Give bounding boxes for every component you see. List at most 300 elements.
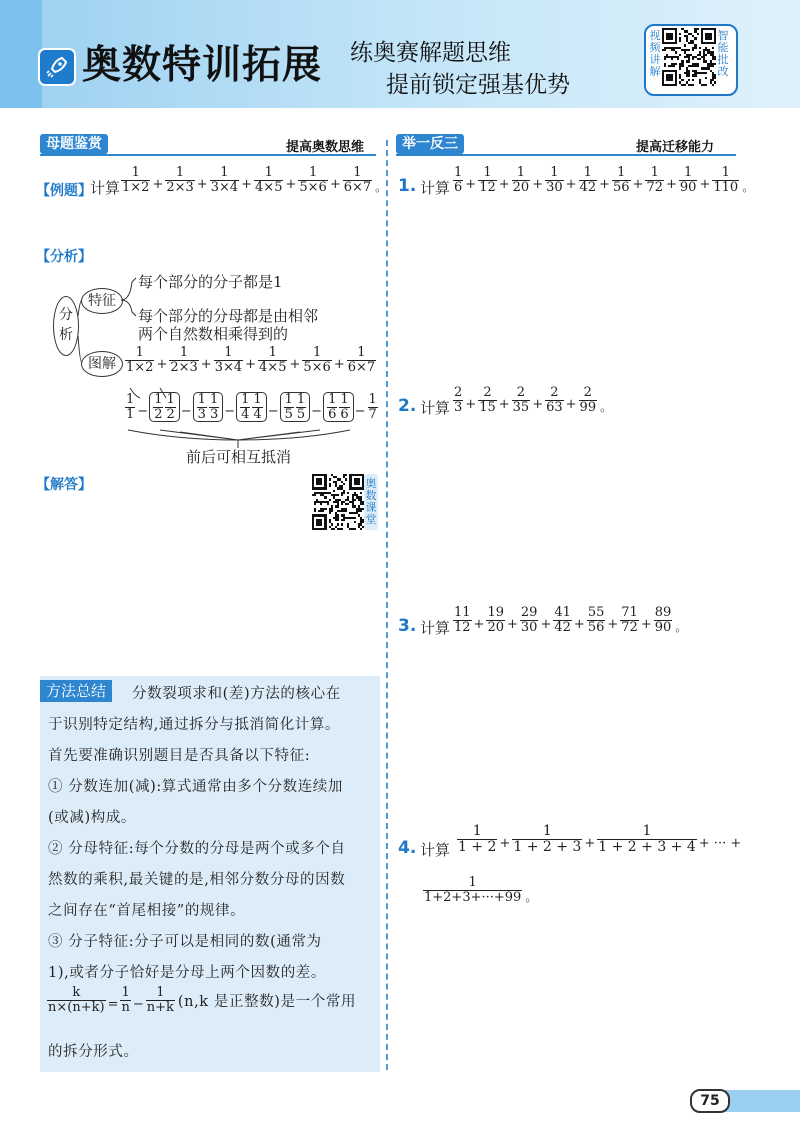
split-b-5 <box>252 393 262 421</box>
split-box-7 <box>280 392 311 422</box>
diagram-frac-2 <box>214 346 243 374</box>
q1-frac-0-den: 6 <box>454 179 463 195</box>
q4-frac-1-den: 1 + 2 + 3 <box>513 838 582 855</box>
qr-module <box>681 65 683 67</box>
split-a-9-den: 6 <box>328 406 337 422</box>
qr-module <box>333 528 335 530</box>
diagram-plus-5: + <box>333 356 345 372</box>
q1-plus-6: + <box>632 176 644 192</box>
q3-frac-4 <box>587 606 606 634</box>
qr-module <box>692 84 694 86</box>
qr-module <box>714 58 716 60</box>
qr-header-finder-tr-2 <box>705 33 711 40</box>
qr-module <box>714 77 716 79</box>
qr-module <box>712 84 714 86</box>
q2-frac-3-den: 63 <box>546 399 563 415</box>
diagram-frac-0-num: 1 <box>135 345 144 360</box>
example-frac-2-num: 1 <box>220 165 229 180</box>
q3-frac-2-num: 29 <box>520 605 538 620</box>
qr-module <box>331 510 333 512</box>
q1-frac-8-num: 1 <box>721 165 730 180</box>
method-line-8: ③ 分子特征:分子可以是相同的数(通常为 <box>48 934 322 950</box>
q2-expression <box>452 386 612 414</box>
diagram-frac-1-den: 2×3 <box>170 359 198 375</box>
qr-left-finder-tr-2 <box>354 478 360 485</box>
qr-module <box>354 528 356 530</box>
qr-module <box>699 58 701 60</box>
qr-module <box>324 508 326 510</box>
q1-prefix: 计算 <box>420 179 451 197</box>
q1-frac-4-num: 1 <box>583 165 592 180</box>
diagram-plus-1: + <box>156 356 168 372</box>
diagram-frac-5-den: 6×7 <box>347 359 376 375</box>
diagram-plus-4: + <box>289 356 301 372</box>
diagram-frac-2-num: 1 <box>224 345 233 360</box>
q4-last-frac-num: 1 <box>468 875 477 890</box>
q1-frac-0 <box>453 166 463 194</box>
diagram-frac-3 <box>258 346 287 374</box>
q1-frac-1-num: 1 <box>483 165 492 180</box>
header-slogan-2: 提前锁定强基优势 <box>386 72 570 98</box>
formula-minus: − <box>132 996 144 1012</box>
header-qr-code[interactable] <box>662 28 716 86</box>
method-line-5: ② 分母特征:每个分数的分母是两个或多个自 <box>48 841 346 857</box>
qr-module <box>341 494 343 496</box>
q3-frac-6-num: 89 <box>654 605 672 620</box>
qr-module <box>671 58 673 60</box>
split-a-3-den: 3 <box>197 406 206 422</box>
formula-r1-den: n <box>121 999 130 1015</box>
split-a-9-num: 1 <box>328 392 337 407</box>
q4-frac-2-den: 1 + 2 + 3 + 4 <box>598 838 696 855</box>
diagram-frac-2-den: 3×4 <box>214 359 243 375</box>
q4-frac-1 <box>512 824 582 854</box>
q2-number: 2. <box>398 396 417 416</box>
qr-module <box>347 492 349 494</box>
example-frac-0-den: 1×2 <box>122 179 150 195</box>
q2-frac-2 <box>512 386 531 414</box>
qr-module <box>714 81 716 83</box>
q4-number: 4. <box>398 838 417 858</box>
example-plus-1: + <box>152 176 164 192</box>
example-frac-4-den: 5×6 <box>299 179 327 195</box>
qr-module <box>329 478 331 480</box>
qr-module <box>705 72 707 74</box>
q3-expression <box>452 606 687 634</box>
qr-module <box>684 84 686 86</box>
qr-module <box>347 503 349 505</box>
split-b-5-den: 4 <box>253 406 262 422</box>
qr-module <box>705 77 707 79</box>
example-frac-3-num: 1 <box>264 165 273 180</box>
diagram-frac-4-num: 1 <box>312 345 322 360</box>
qr-module <box>354 521 356 523</box>
split-a-5-den: 4 <box>241 406 250 422</box>
q3-frac-1-num: 19 <box>487 605 504 620</box>
diagram-frac-5 <box>347 346 376 374</box>
split-a-3 <box>197 393 207 421</box>
example-frac-2-den: 3×4 <box>210 179 239 195</box>
example-plus-3: + <box>241 176 253 192</box>
q4-period: 。 <box>525 889 538 904</box>
q3-frac-2 <box>520 606 539 634</box>
qr-left-finder-bl-2 <box>316 519 322 526</box>
q4-frac-0 <box>457 824 497 854</box>
q3-plus-5: + <box>607 616 619 632</box>
q3-frac-0 <box>453 606 472 634</box>
q1-plus-8: + <box>699 176 711 192</box>
diagram-frac-3-den: 4×5 <box>259 359 287 375</box>
q1-frac-2-den: 20 <box>512 179 530 195</box>
q3-prefix: 计算 <box>420 619 451 637</box>
method-line-0: 分数裂项求和(差)方法的核心在 <box>132 686 341 702</box>
q2-plus-2: + <box>498 396 510 412</box>
q3-frac-5-num: 71 <box>621 605 638 620</box>
section-tag-mother: 母题鉴赏 <box>40 134 108 154</box>
q4-frac-0-num: 1 <box>472 823 482 839</box>
q4-prefix: 计算 <box>420 841 451 859</box>
qr-module <box>692 58 694 60</box>
qr-module <box>677 58 679 60</box>
q2-prefix: 计算 <box>420 399 451 417</box>
split-b-7-num: 1 <box>296 392 306 407</box>
q3-frac-4-den: 56 <box>587 619 605 635</box>
q2-period: 。 <box>600 399 613 414</box>
q3-frac-5-den: 72 <box>621 619 638 635</box>
qr-module <box>354 499 356 501</box>
split-first <box>125 393 135 421</box>
qr-module <box>345 478 347 480</box>
q4-expression <box>456 824 742 854</box>
q3-plus-1: + <box>473 616 485 632</box>
qr-module <box>320 503 322 505</box>
q1-frac-7-num: 1 <box>684 165 693 180</box>
split-first-num: 1 <box>126 392 135 407</box>
split-minus-last: − <box>354 403 366 419</box>
q1-plus-5: + <box>599 176 610 192</box>
q3-frac-0-num: 11 <box>454 605 471 620</box>
q2-frac-2-num: 2 <box>516 385 526 400</box>
formula-r2-den: n+k <box>146 999 174 1015</box>
split-b-7-den: 5 <box>296 406 306 422</box>
q1-frac-5-num: 1 <box>617 165 626 180</box>
qr-module <box>679 67 681 69</box>
formula-eq: = <box>107 996 119 1012</box>
qr-module <box>664 49 666 51</box>
page-number-bar <box>724 1090 800 1112</box>
answer-qr-code[interactable] <box>312 474 364 530</box>
q2-frac-3-num: 2 <box>550 385 559 400</box>
example-frac-1-den: 2×3 <box>166 179 194 195</box>
q1-frac-2-num: 1 <box>516 165 526 180</box>
method-line-9: 1),或者分子恰好是分母上两个因数的差。 <box>48 965 326 981</box>
split-a-5 <box>240 393 250 421</box>
qr-module <box>694 74 696 76</box>
split-b-9 <box>339 393 349 421</box>
cancel-note: 前后可相互抵消 <box>186 448 292 466</box>
qr-module <box>675 51 677 53</box>
qr-module <box>337 494 339 496</box>
q3-period: 。 <box>675 619 688 634</box>
analysis-tag: 【分析】 <box>36 249 92 265</box>
qr-module <box>697 65 699 67</box>
analysis-oval-text: 分析 <box>59 307 73 343</box>
split-last <box>368 393 378 421</box>
example-frac-5-num: 1 <box>353 165 362 180</box>
qr-module <box>712 47 714 49</box>
q2-frac-4-num: 2 <box>583 385 592 400</box>
q4-frac-1-num: 1 <box>542 823 552 839</box>
q1-plus-7: + <box>666 176 677 192</box>
q2-frac-4-den: 99 <box>579 399 597 415</box>
qr-module <box>343 519 345 521</box>
example-tag: 【例题】 <box>36 183 92 199</box>
qr-module <box>360 510 362 512</box>
q3-frac-3 <box>553 606 572 634</box>
diagram-frac-1 <box>169 346 198 374</box>
split-box-9 <box>323 392 354 422</box>
qr-module <box>343 483 345 485</box>
example-plus-5: + <box>329 176 341 192</box>
qr-module <box>333 490 335 492</box>
q1-frac-7-den: 90 <box>679 179 697 195</box>
qr-module <box>341 528 343 530</box>
q2-frac-2-den: 35 <box>512 399 530 415</box>
split-box-3 <box>193 392 224 422</box>
section-subtitle-left: 提高奥数思维 <box>286 140 365 155</box>
diagram-expression <box>124 346 377 374</box>
split-b-5-num: 1 <box>253 392 262 407</box>
diagram-frac-0-den: 1×2 <box>126 359 154 375</box>
qr-module <box>694 47 696 49</box>
q2-frac-0-den: 3 <box>454 399 463 415</box>
diagram-frac-4 <box>302 346 331 374</box>
split-a-1-num: 1 <box>154 392 163 407</box>
qr-module <box>688 60 690 62</box>
q1-frac-1 <box>478 166 497 194</box>
qr-module <box>345 510 347 512</box>
qr-module <box>679 54 681 56</box>
split-last-den: 7 <box>368 406 377 422</box>
split-b-1-num: 1 <box>166 392 175 407</box>
example-frac-1-num: 1 <box>175 165 185 180</box>
page-number: 75 <box>690 1089 730 1113</box>
q2-frac-3 <box>545 386 564 414</box>
method-line-7: 之间存在“首尾相接”的规律。 <box>48 903 246 919</box>
q1-frac-3 <box>545 166 564 194</box>
qr-module <box>688 74 690 76</box>
formula-left-num: k <box>72 985 81 1000</box>
split-a-3-num: 1 <box>197 392 206 407</box>
q1-plus-3: + <box>532 176 544 192</box>
method-line-3: ① 分数连加(减):算式通常由多个分数连续加 <box>48 779 344 795</box>
diagram-oval: 图解 <box>81 351 123 377</box>
q3-frac-3-den: 42 <box>554 619 571 635</box>
qr-module <box>679 33 681 35</box>
example-frac-0-num: 1 <box>131 165 140 180</box>
split-b-3-den: 3 <box>209 406 219 422</box>
split-a-7 <box>284 393 294 421</box>
split-box-1 <box>149 392 180 422</box>
q1-number: 1. <box>398 176 417 196</box>
q3-plus-3: + <box>540 616 552 632</box>
qr-module <box>673 65 675 67</box>
example-frac-4-num: 1 <box>308 165 318 180</box>
header-slogan-1: 练奥赛解题思维 <box>350 40 511 66</box>
q2-frac-1 <box>478 386 497 414</box>
method-line-6: 然数的乘积,最关键的是,相邻分数分母的因数 <box>48 872 346 888</box>
qr-module <box>664 65 666 67</box>
q2-frac-0-num: 2 <box>454 385 463 400</box>
q4-last-frac <box>423 876 522 904</box>
section-tag-practice: 举一反三 <box>396 134 464 154</box>
answer-tag: 【解答】 <box>36 477 92 493</box>
diagram-plus-2: + <box>200 356 212 372</box>
feature-2a: 每个部分的分母都是由相邻 <box>138 307 319 325</box>
feature-1: 每个部分的分子都是1 <box>138 273 283 291</box>
split-b-7 <box>296 393 306 421</box>
qr-module <box>314 510 316 512</box>
qr-module <box>329 512 331 514</box>
qr-module <box>337 523 339 525</box>
diagram-frac-4-den: 5×6 <box>303 359 331 375</box>
q1-frac-8-den: 110 <box>713 179 739 195</box>
qr-header-finder-bl-2 <box>666 74 672 81</box>
diagram-frac-1-num: 1 <box>179 345 189 360</box>
example-period: 。 <box>375 179 388 194</box>
qr-module <box>345 474 347 476</box>
q4-tail: + ··· + <box>698 835 742 851</box>
qr-module <box>360 528 362 530</box>
qr-module <box>324 496 326 498</box>
qr-module <box>360 492 362 494</box>
q3-plus-2: + <box>507 616 518 632</box>
split-minus-5: − <box>224 403 236 419</box>
qr-module <box>705 54 707 56</box>
q3-number: 3. <box>398 616 417 636</box>
qr-module <box>714 63 716 65</box>
split-minus-9: − <box>311 403 323 419</box>
feature-oval: 特征 <box>81 288 123 314</box>
q3-frac-1-den: 20 <box>487 619 504 635</box>
q3-plus-4: + <box>573 616 585 632</box>
q1-plus-4: + <box>565 176 577 192</box>
q1-frac-3-den: 30 <box>546 179 563 195</box>
q1-expression <box>452 166 754 194</box>
qr-module <box>343 492 345 494</box>
qr-module <box>681 79 683 81</box>
diagram-frac-3-num: 1 <box>268 345 277 360</box>
formula-r1 <box>120 986 130 1014</box>
method-last-line: 的拆分形式。 <box>48 1044 139 1060</box>
method-formula <box>46 986 356 1014</box>
q3-frac-1 <box>486 606 505 634</box>
formula-r2-num: 1 <box>156 985 165 1000</box>
diagram-frac-0 <box>125 346 154 374</box>
split-a-5-num: 1 <box>241 392 250 407</box>
q1-frac-6-num: 1 <box>650 165 659 180</box>
q1-plus-1: + <box>465 176 477 192</box>
q3-frac-2-den: 30 <box>520 619 538 635</box>
q4-frac-2 <box>597 824 697 854</box>
q3-frac-3-num: 41 <box>554 605 571 620</box>
q1-frac-5 <box>612 166 631 194</box>
split-expression <box>124 392 379 422</box>
formula-left-den: n×(n+k) <box>48 999 105 1015</box>
q1-frac-1-den: 12 <box>479 179 496 195</box>
qr-module <box>337 505 339 507</box>
diagram-plus-3: + <box>245 356 257 372</box>
qr-module <box>688 79 690 81</box>
qr-module <box>329 485 331 487</box>
q3-frac-6 <box>654 606 673 634</box>
split-b-3-num: 1 <box>209 392 219 407</box>
qr-module <box>692 79 694 81</box>
q2-frac-1-den: 15 <box>479 399 496 415</box>
q2-frac-1-num: 2 <box>483 385 492 400</box>
split-b-1-den: 2 <box>166 406 175 422</box>
q1-frac-3-num: 1 <box>550 165 559 180</box>
q1-frac-6 <box>645 166 664 194</box>
q2-plus-3: + <box>532 396 544 412</box>
formula-note: (n,k 是正整数)是一个常用 <box>177 993 357 1010</box>
q3-frac-4-num: 55 <box>587 605 605 620</box>
q3-frac-5 <box>620 606 639 634</box>
qr-module <box>688 49 690 51</box>
split-minus-3: − <box>180 403 192 419</box>
qr-module <box>341 503 343 505</box>
q4-plus-1: + <box>499 835 511 851</box>
q1-frac-2 <box>512 166 531 194</box>
q4-last-term <box>422 876 537 904</box>
q1-frac-7 <box>679 166 698 194</box>
q4-last-frac-den: 1+2+3+···+99 <box>424 889 522 905</box>
qr-module <box>697 28 699 30</box>
q1-frac-8 <box>712 166 739 194</box>
q3-frac-6-den: 90 <box>654 619 672 635</box>
q1-plus-2: + <box>498 176 510 192</box>
q1-frac-4-den: 42 <box>579 179 597 195</box>
q1-frac-0-num: 1 <box>454 165 463 180</box>
qr-module <box>314 503 316 505</box>
example-frac-5-den: 6×7 <box>343 179 372 195</box>
q4-frac-0-den: 1 + 2 <box>458 838 497 855</box>
qr-module <box>675 63 677 65</box>
qr-module <box>712 65 714 67</box>
q1-frac-6-den: 72 <box>646 179 663 195</box>
split-a-9 <box>327 393 337 421</box>
formula-left <box>47 986 106 1014</box>
method-line-1: 于识别特定结构,通过拆分与抵消简化计算。 <box>48 717 341 733</box>
header-title: 奥数特训拓展 <box>82 43 323 88</box>
q4-frac-2-num: 1 <box>642 823 652 839</box>
qr-left-finder-tl-2 <box>316 478 322 485</box>
q2-frac-0 <box>453 386 463 414</box>
split-minus-7: − <box>267 403 279 419</box>
example-plus-4: + <box>285 176 297 192</box>
qr-module <box>331 523 333 525</box>
q1-frac-4 <box>579 166 598 194</box>
qr-module <box>664 58 666 60</box>
q1-frac-5-den: 56 <box>613 179 630 195</box>
split-b-9-num: 1 <box>340 392 349 407</box>
q4-plus-2: + <box>584 835 596 851</box>
section-subtitle-right: 提高迁移能力 <box>636 140 715 155</box>
example-prefix: 计算 <box>90 179 121 197</box>
feature-2b: 两个自然数相乘得到的 <box>138 325 289 343</box>
q3-frac-0-den: 12 <box>454 619 471 635</box>
split-a-7-num: 1 <box>284 392 293 407</box>
